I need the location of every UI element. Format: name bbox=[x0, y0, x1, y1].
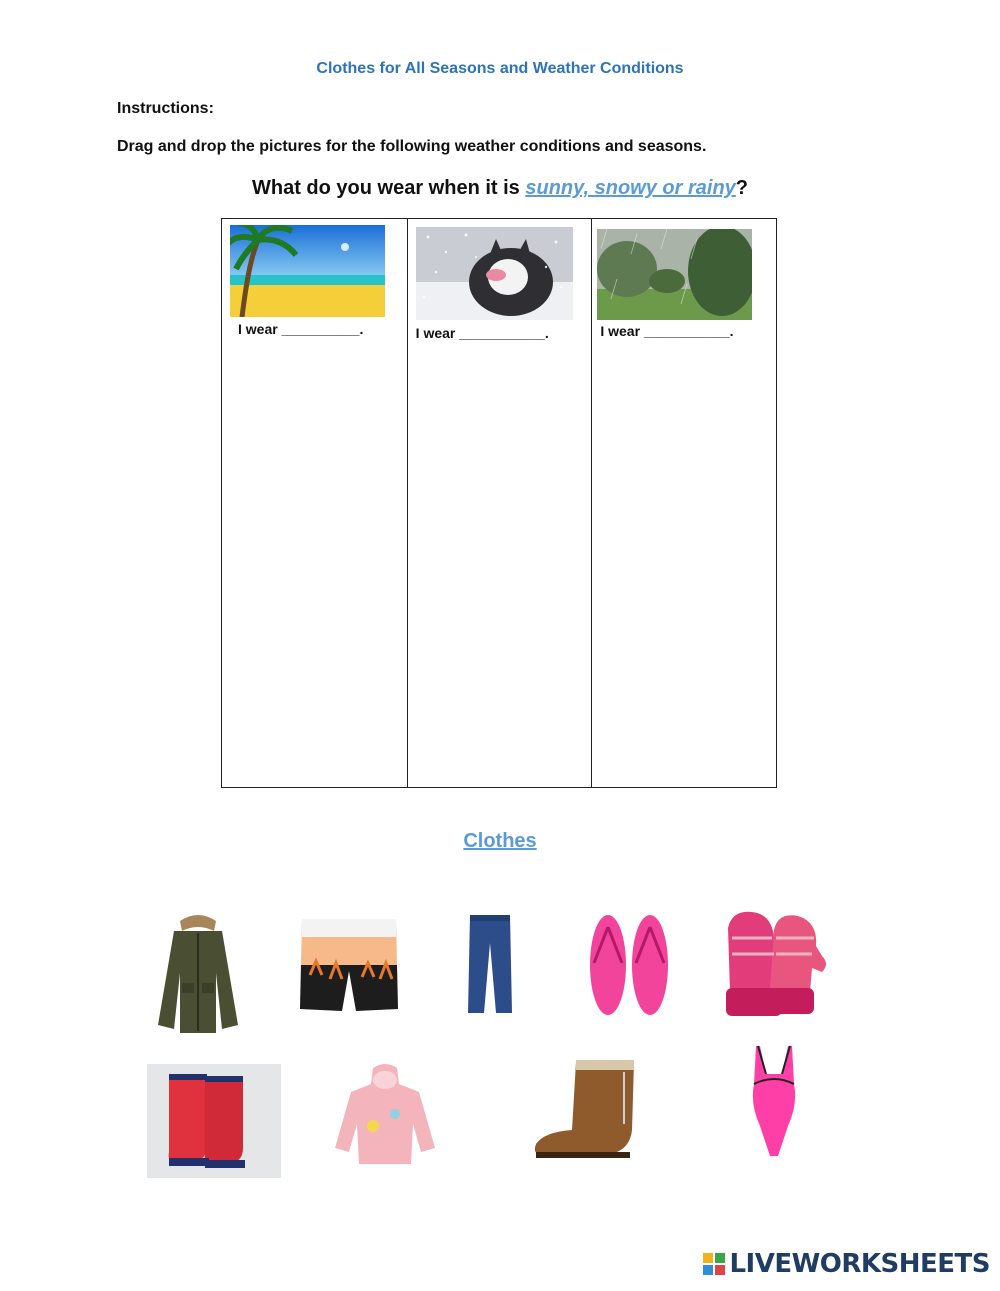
answer-table bbox=[221, 218, 777, 788]
question-prefix: What do you wear when it is bbox=[252, 177, 526, 199]
sunny-beach-photo bbox=[230, 225, 385, 317]
drop-zone-rainy[interactable] bbox=[591, 219, 776, 787]
drop-zone-snowy[interactable] bbox=[407, 219, 592, 787]
liveworksheets-logo bbox=[703, 1249, 990, 1279]
rain-boots-image[interactable] bbox=[147, 1064, 281, 1183]
snowy-husky-photo bbox=[416, 227, 573, 320]
swimsuit-image[interactable] bbox=[748, 1044, 800, 1165]
rainy-park-photo bbox=[597, 229, 752, 320]
jeans-image[interactable] bbox=[466, 913, 514, 1020]
question-suffix: ? bbox=[735, 177, 748, 199]
mittens-image[interactable] bbox=[722, 908, 832, 1025]
logo-text: LIVEWORKSHEETS bbox=[729, 1249, 990, 1279]
instructions-text: Drag and drop the pictures for the following weather conditions and seasons. bbox=[117, 138, 707, 155]
caption-sunny: I wear __________. bbox=[238, 321, 364, 337]
raincoat-image[interactable] bbox=[333, 1064, 437, 1173]
winter-jacket-image[interactable] bbox=[152, 913, 244, 1040]
winter-boot-image[interactable] bbox=[532, 1058, 640, 1167]
swim-shorts-image[interactable] bbox=[300, 915, 398, 1020]
question-highlight: sunny, snowy or rainy bbox=[525, 177, 736, 199]
drop-zone-sunny[interactable] bbox=[222, 219, 407, 787]
liveworksheets-mark-icon bbox=[703, 1253, 725, 1275]
caption-snowy: I wear ___________. bbox=[415, 325, 549, 341]
question-heading bbox=[0, 177, 1000, 200]
flip-flops-image[interactable] bbox=[588, 913, 670, 1024]
clothes-section-title: Clothes bbox=[463, 830, 537, 852]
worksheet-title: Clothes for All Seasons and Weather Conditions bbox=[316, 60, 684, 77]
caption-rainy: I wear ___________. bbox=[600, 323, 734, 339]
instructions-label: Instructions: bbox=[117, 100, 214, 117]
